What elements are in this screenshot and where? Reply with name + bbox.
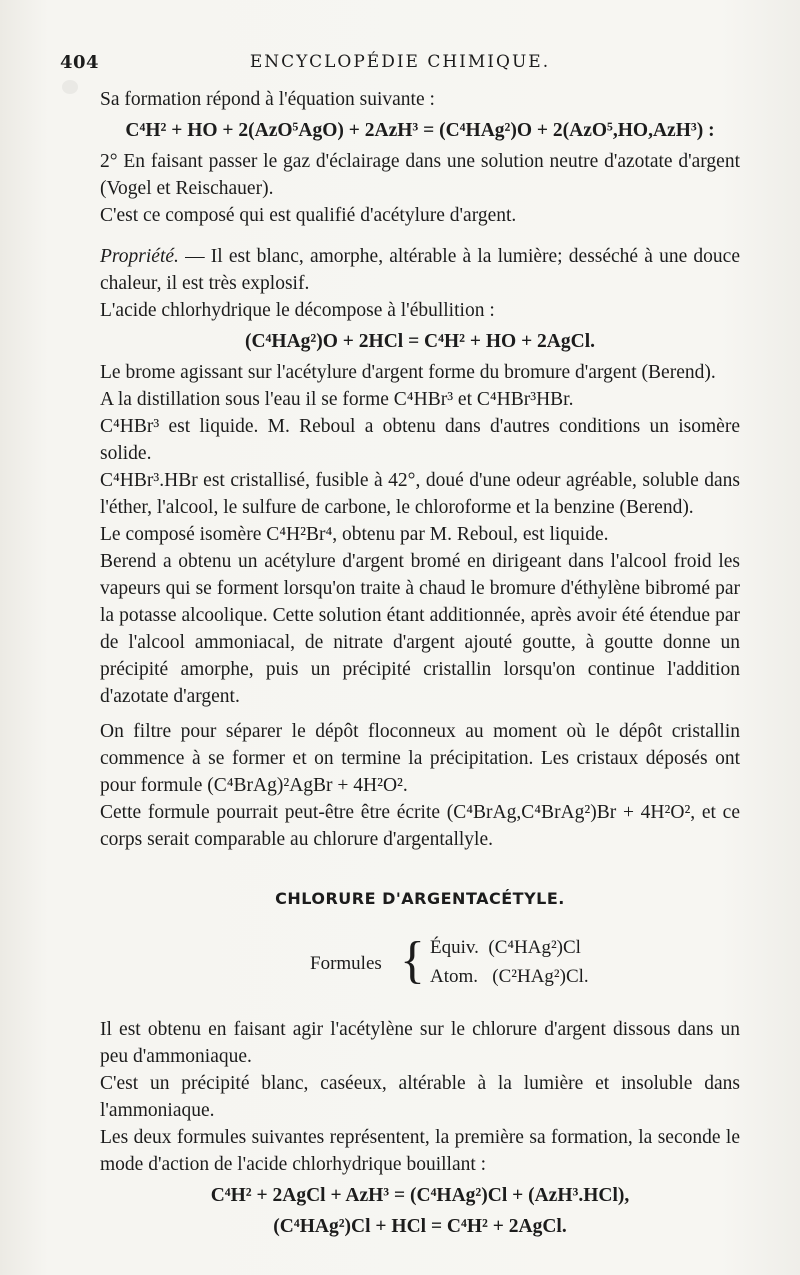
spacer xyxy=(100,229,740,243)
paragraph: A la distillation sous l'eau il se forme C⁴HBr³ et C⁴HBr³HBr. xyxy=(100,389,574,410)
paragraph: Cette formule pourrait peut-être être écrite (C⁴BrAg,C⁴BrAg²)Br + 4H²O², et ce corps serait comparable au chlorure d'argentallyle. xyxy=(100,802,740,850)
paragraph: On filtre pour séparer le dépôt floconneux au moment où le dépôt cristallin commence à se former et on termine la précipitation. Les cristaux déposés ont pour formule (C⁴BrAg)²AgBr + 4H²O². xyxy=(100,721,740,796)
paragraph: L'acide chlorhydrique le décompose à l'ébullition : xyxy=(100,300,495,321)
section-title: CHLORURE D'ARGENTACÉTYLE. xyxy=(275,889,565,908)
running-title: ENCYCLOPÉDIE CHIMIQUE. xyxy=(249,52,551,72)
equation: (C⁴HAg²)Cl + HCl = C⁴H² + 2AgCl. xyxy=(273,1216,567,1237)
paragraph: Le brome agissant sur l'acétylure d'argent forme du bromure d'argent (Berend). xyxy=(100,362,716,383)
spacer xyxy=(100,710,740,718)
paper-stain xyxy=(62,80,78,94)
page-number: 404 xyxy=(60,52,100,73)
formulas-label: Formules xyxy=(310,953,382,974)
body-text xyxy=(100,86,740,1244)
formula-block xyxy=(100,930,740,994)
property-label: Propriété. xyxy=(100,246,179,267)
formula-equiv: Équiv. (C⁴HAg²)Cl xyxy=(430,937,581,958)
formula-atom: Atom. (C²HAg²)Cl. xyxy=(430,966,589,987)
paragraph: Berend a obtenu un acétylure d'argent bromé en dirigeant dans l'alcool froid les vapeurs qui se forment lorsqu'on traite à chaud le bromure d'éthylène bibromé par la potasse alcoolique. Cette solution étant additionnée, après avoir été étendue par de l'alcool ammoniacal, de nitrate d'argent ajouté goutte, à goutte donne un précipité amorphe, puis un précipité cristallin lorsqu'on continue l'addition d'azotate d'argent. xyxy=(100,551,740,707)
equation: C⁴H² + 2AgCl + AzH³ = (C⁴HAg²)Cl + (AzH³.HCl), xyxy=(210,1185,630,1206)
page-header xyxy=(0,52,800,82)
paragraph: 2° En faisant passer le gaz d'éclairage dans une solution neutre d'azotate d'argent (Vogel et Reischauer). xyxy=(100,151,740,199)
paragraph: Sa formation répond à l'équation suivante : xyxy=(100,89,435,110)
paragraph: Le composé isomère C⁴H²Br⁴, obtenu par M. Reboul, est liquide. xyxy=(100,524,609,545)
paragraph xyxy=(100,243,740,297)
equation: (C⁴HAg²)O + 2HCl = C⁴H² + HO + 2AgCl. xyxy=(244,331,596,352)
paragraph: C'est un précipité blanc, caséeux, altérable à la lumière et insoluble dans l'ammoniaque. xyxy=(100,1073,740,1121)
paragraph: Les deux formules suivantes représentent, la première sa formation, la seconde le mode d'action de l'acide chlorhydrique bouillant : xyxy=(100,1127,740,1175)
paragraph: C'est ce composé qui est qualifié d'acétylure d'argent. xyxy=(100,205,517,226)
paragraph: C⁴HBr³ est liquide. M. Reboul a obtenu dans d'autres conditions un isomère solide. xyxy=(100,416,740,464)
property-text: — Il est blanc, amorphe, altérable à la lumière; desséché à une douce chaleur, il est très explosif. xyxy=(100,246,740,294)
brace-glyph: { xyxy=(400,932,425,989)
paragraph: Il est obtenu en faisant agir l'acétylène sur le chlorure d'argent dissous dans un peu d'ammoniaque. xyxy=(100,1019,740,1067)
paragraph: C⁴HBr³.HBr est cristallisé, fusible à 42°, doué d'une odeur agréable, soluble dans l'éther, l'alcool, le sulfure de carbone, le chloroforme et la benzine (Berend). xyxy=(100,470,740,518)
equation: C⁴H² + HO + 2(AzO⁵AgO) + 2AzH³ = (C⁴HAg²)O + 2(AzO⁵,HO,AzH³) : xyxy=(125,120,715,141)
